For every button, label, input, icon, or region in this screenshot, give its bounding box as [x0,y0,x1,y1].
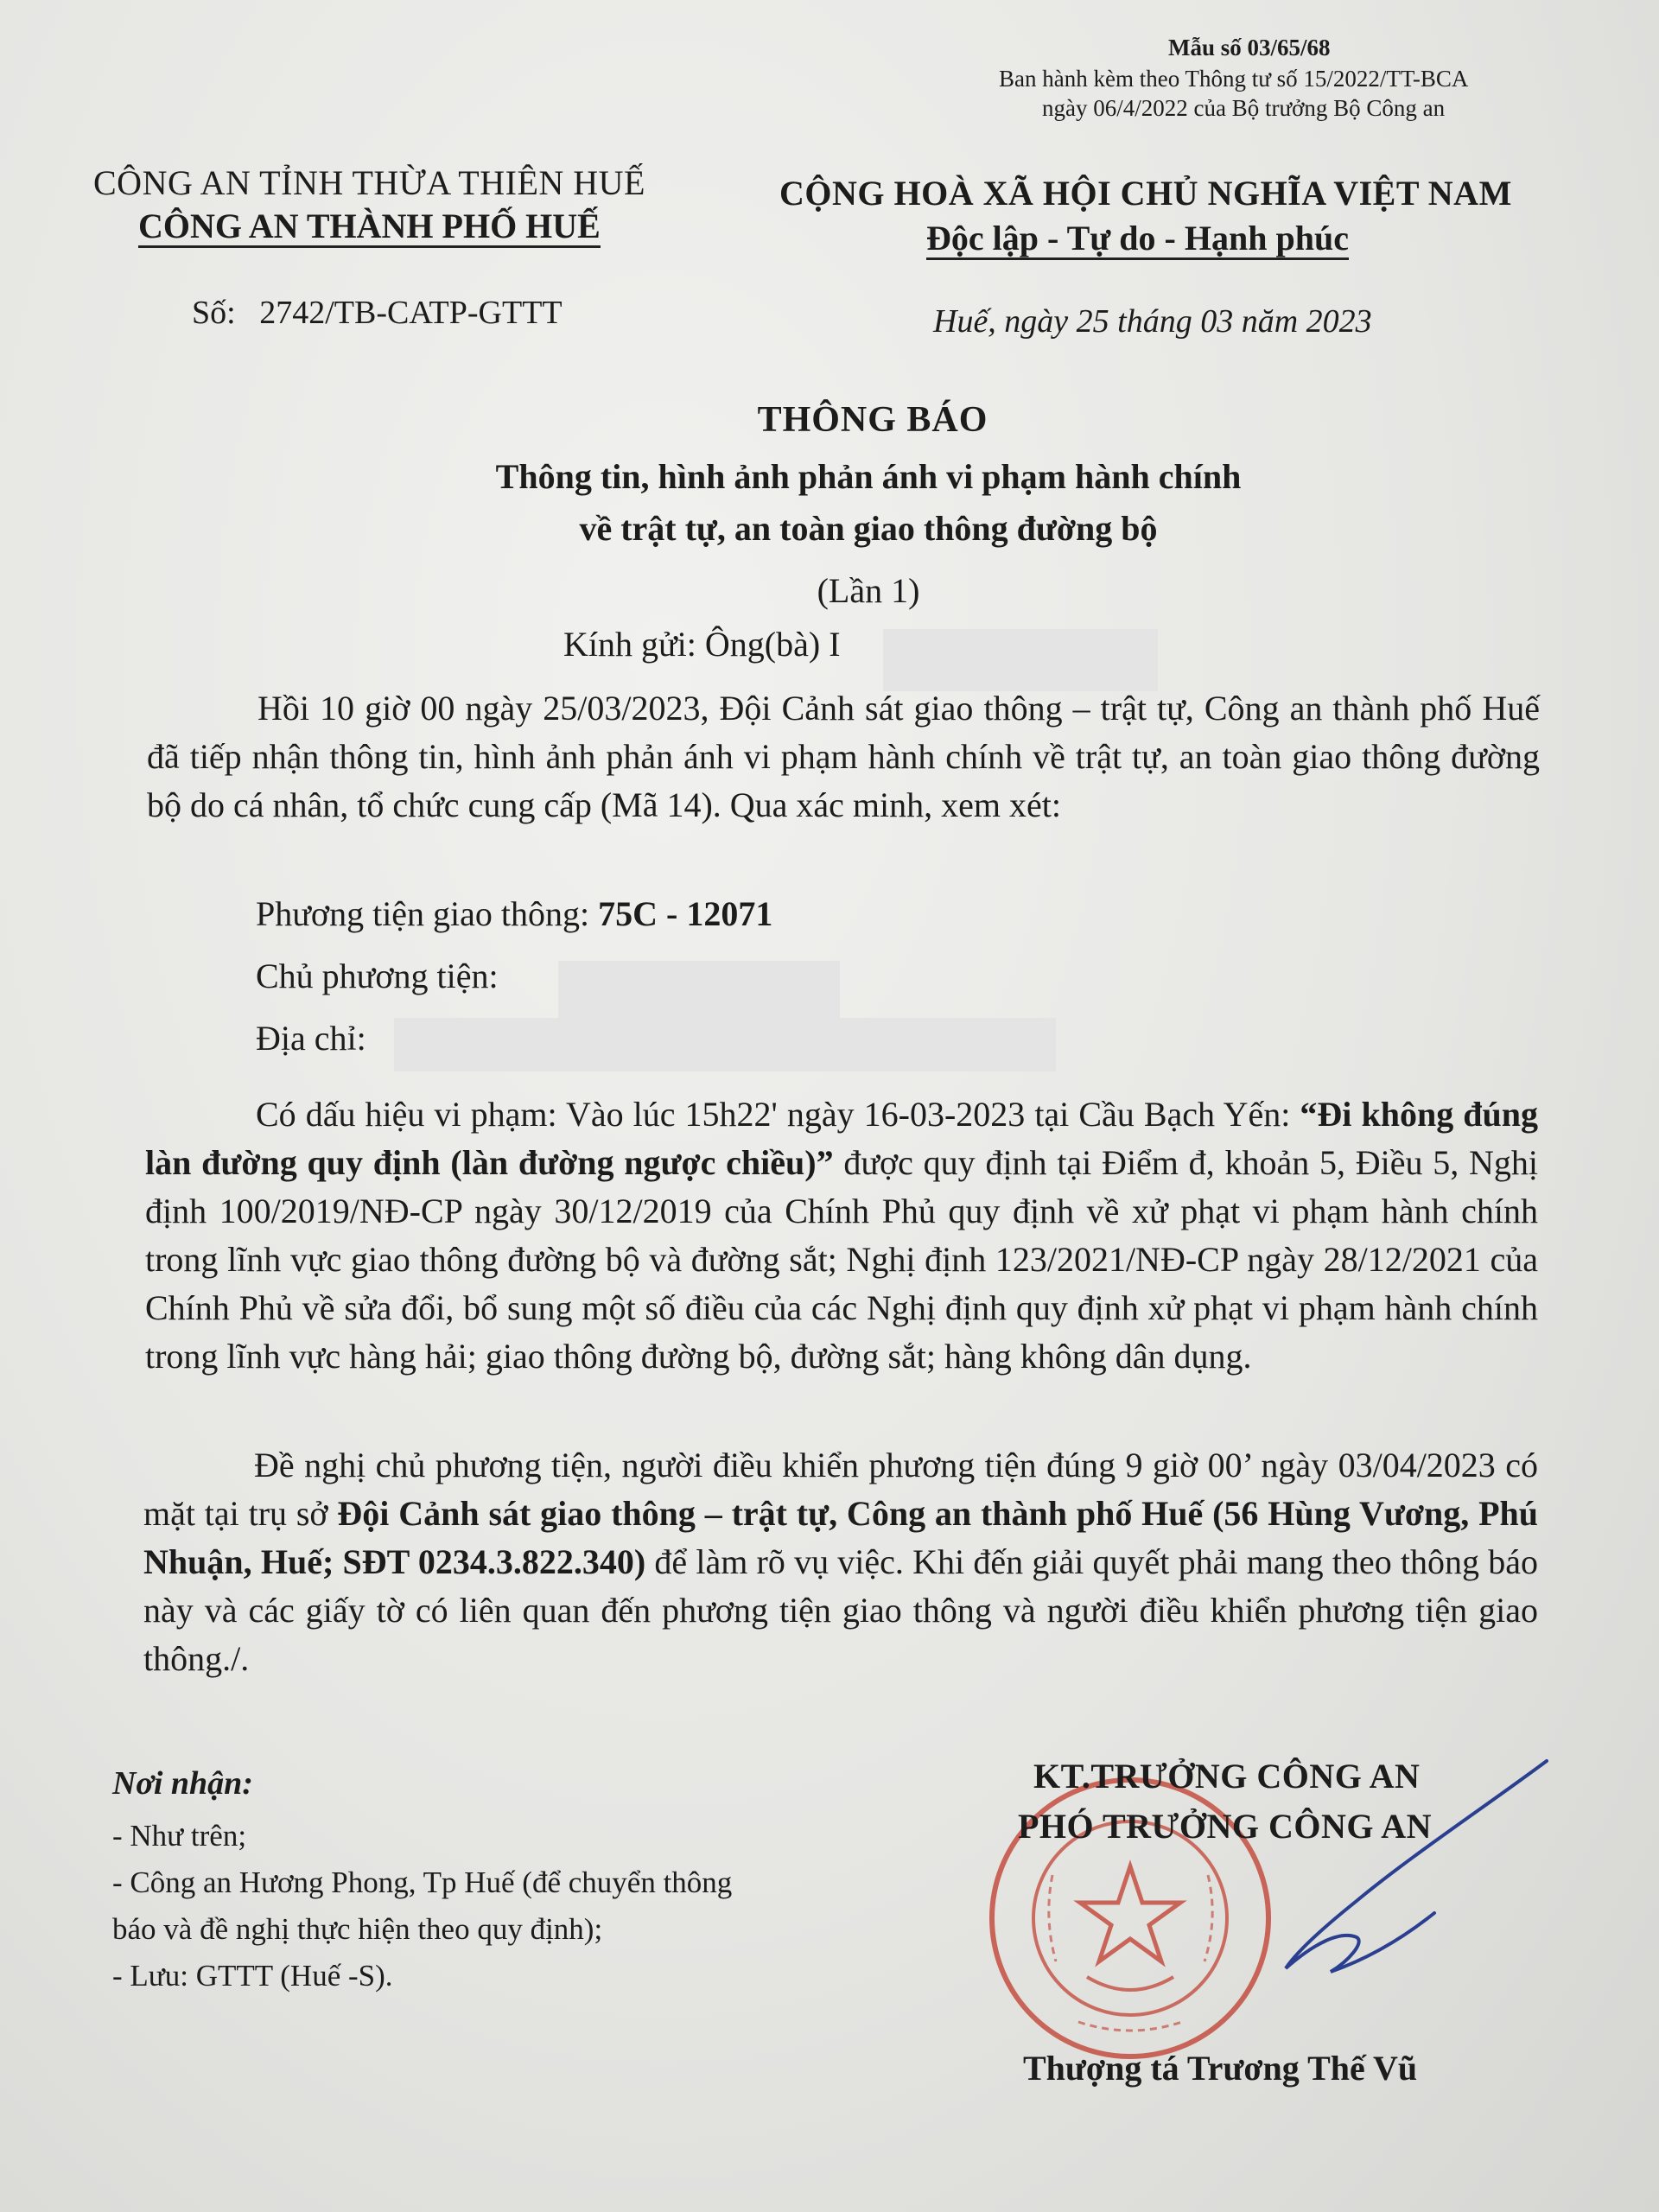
recipients-list [112,1813,732,1999]
signer-position-title: PHÓ TRƯỞNG CÔNG AN [1018,1807,1433,1846]
agency-name [138,206,601,246]
document-number [192,294,563,332]
vehicle-line [256,893,772,934]
document-subtitle-line-1: Thông tin, hình ảnh phản ánh vi phạm hành chính [495,457,1242,496]
recipient-item: - Công an Hương Phong, Tp Huế (để chuyển thông [112,1866,733,1899]
signer-name: Thượng tá Trương Thế Vũ [1023,2049,1418,2088]
redacted-recipient-name [883,629,1158,691]
document-title: THÔNG BÁO [757,400,988,440]
paragraph-request [143,1441,1538,1683]
signer-authority-title: KT.TRƯỞNG CÔNG AN [1033,1757,1421,1796]
recipient-greeting: Kính gửi: Ông(bà) I [563,625,841,664]
national-motto-text: Độc lập - Tự do - Hạnh phúc [926,219,1349,260]
handwritten-signature [1192,1745,1555,2005]
nation-name: CỘNG HOÀ XÃ HỘI CHỦ NGHĨA VIỆT NAM [779,174,1512,213]
document-number-label: Số: [192,295,236,331]
owner-line [256,956,499,996]
document-number-value: 2742/TB-CATP-GTTT [259,295,563,331]
redacted-owner [558,961,840,1018]
violation-intro: Có dấu hiệu vi phạm: Vào lúc 15h22' ngày 16-03-2023 tại Cầu Bạch Yến: [256,1095,1300,1134]
paragraph-violation [145,1090,1538,1381]
recipient-item: báo và đề nghị thực hiện theo quy định); [112,1912,603,1946]
notice-count: (Lần 1) [817,571,920,610]
request-details: để làm rõ vụ việc. Khi đến giải quyết phải mang theo thông báo này và các giấy tờ có liên quan đến phương tiện giao thông và người điều khiển phương tiện giao thông./. [143,1542,1539,1678]
recipient-item: - Như trên; [112,1819,247,1853]
address-line [256,1018,366,1058]
form-note-line-2: ngày 06/4/2022 của Bộ trưởng Bộ Công an [1042,95,1446,121]
paragraph-receipt: Hồi 10 giờ 00 ngày 25/03/2023, Đội Cảnh sát giao thông – trật tự, Công an thành phố Huế đã tiếp nhận thông tin, hình ảnh phản ánh vi phạm hành chính về trật tự, an toàn giao thông đường bộ do cá nhân, tổ chức cung cấp (Mã 14). Qua xác minh, xem xét: [147,689,1540,824]
form-number: Mẫu số 03/65/68 [1168,35,1331,60]
recipients-title: Nơi nhận: [112,1765,253,1802]
request-intro: Đề nghị chủ phương tiện, người điều khiển phương tiện đúng 9 giờ 00’ ngày 03/04/2023 có mặt tại trụ sở [143,1446,1538,1533]
violation-legal-basis: được quy định tại Điểm đ, khoản 5, Điều 5, Nghị định 100/2019/NĐ-CP ngày 30/12/2019 của Chính Phủ quy định về xử phạt vi phạm hành chính trong lĩnh vực giao thông đường bộ và đường sắt; Nghị định 123/2021/NĐ-CP ngày 28/12/2021 của Chính Phủ về sửa đổi, bổ sung một số điều của các Nghị định quy định xử phạt vi phạm hành chính trong lĩnh vực hàng hải; giao thông đường bộ, đường sắt; hàng không dân dụng. [145,1143,1538,1376]
address-label: Địa chỉ: [256,1019,366,1058]
document-subtitle-line-2: về trật tự, an toàn giao thông đường bộ [579,509,1158,548]
agency-parent: CÔNG AN TỈNH THỪA THIÊN HUẾ [93,163,645,202]
agency-name-text: CÔNG AN THÀNH PHỐ HUẾ [138,207,601,248]
owner-label: Chủ phương tiện: [256,957,499,995]
form-note-line-1: Ban hành kèm theo Thông tư số 15/2022/TT-BCA [999,66,1469,92]
recipient-item: - Lưu: GTTT (Huế -S). [112,1959,393,1993]
vehicle-plate: 75C - 12071 [598,894,773,933]
national-motto [926,218,1349,258]
vehicle-label: Phương tiện giao thông: [256,894,599,933]
violation-description: “Đi không đúng làn đường quy định (làn đường ngược chiều)” [145,1095,1538,1182]
redacted-address [394,1018,1056,1071]
place-date: Huế, ngày 25 tháng 03 năm 2023 [933,303,1372,340]
request-location: Đội Cảnh sát giao thông – trật tự, Công an thành phố Huế (56 Hùng Vương, Phú Nhuận, Huế; SĐT 0234.3.822.340) [143,1494,1538,1581]
